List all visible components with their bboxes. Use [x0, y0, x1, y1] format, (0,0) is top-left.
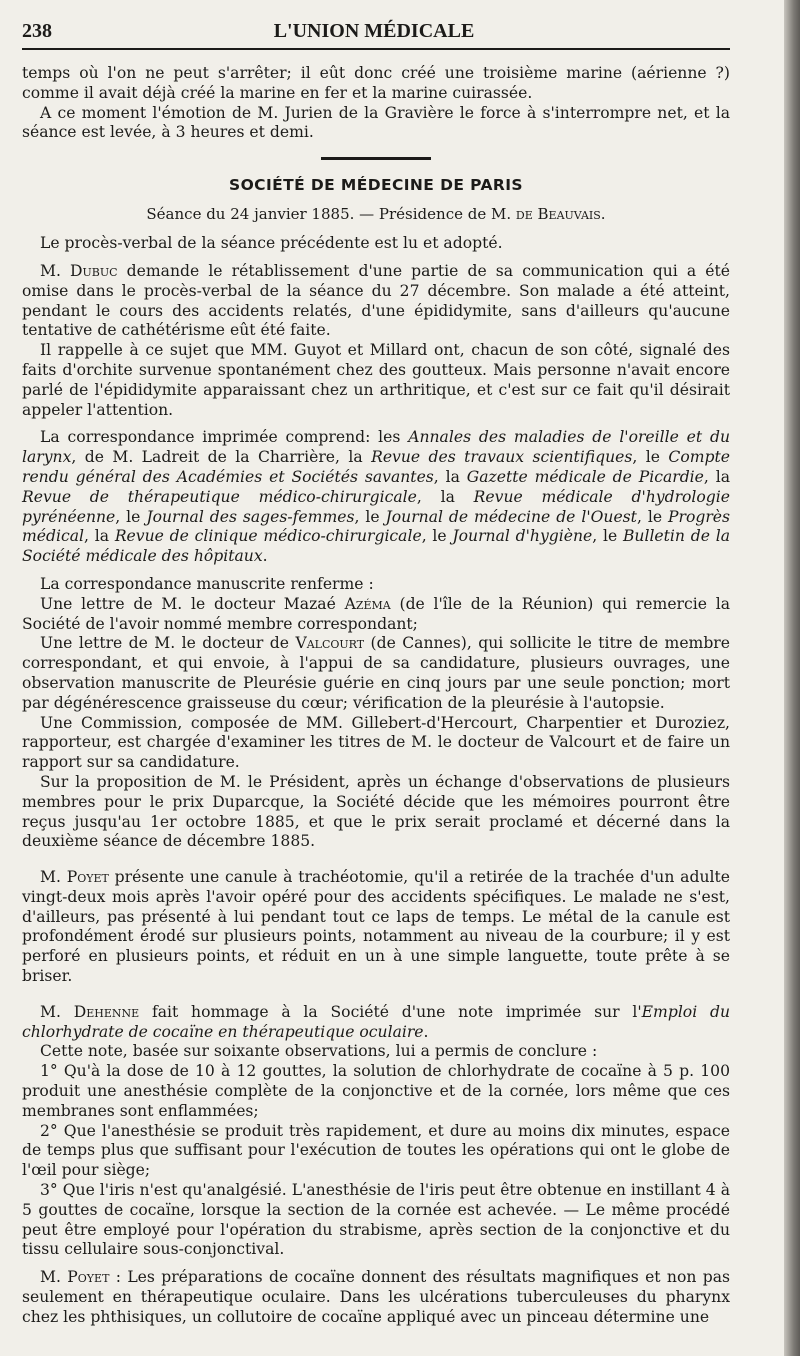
ci-text: , la: [416, 487, 474, 506]
poyet-name: Poyet: [67, 1268, 110, 1287]
ci-text: , le: [636, 507, 668, 526]
poyet-name: Poyet: [66, 868, 109, 887]
ci-text: , la: [84, 527, 115, 546]
journal-title: L'UNION MÉDICALE: [273, 20, 475, 42]
dubuc-m: M.: [40, 261, 71, 280]
dehenne-m: M.: [40, 1002, 74, 1021]
poyet-cocaine-paragraph: [22, 1268, 730, 1327]
ci-text: La correspondance imprimée comprend: les: [40, 428, 409, 447]
ci-title: Bulletin de la Société médicale des hôpitaux: [22, 527, 730, 566]
ci-text: , le: [421, 527, 453, 546]
intro-paragraph-1: temps où l'on ne peut s'arrêter; il eût donc créé une troisième marine (aérienne ?) comme il avait déjà créé la marine en fer et la marine cuirassée.: [22, 64, 730, 102]
ci-text: , la: [433, 467, 467, 486]
poyet-m: M.: [40, 1268, 68, 1287]
dehenne-name: Dehenne: [73, 1002, 140, 1021]
valcourt-text: (de Cannes), qui sollicite le titre de membre correspondant, et qui envoie, à l'appui de sa candidature, plusieurs ouvrages, une observation manuscrite de Pleurésie guérie en cinq jours par une seule ponction; mort par dégénérescence graisseuse du cœur; vérification de la pleurésie à l'autopsie.: [22, 634, 730, 712]
ci-title: Progrès médical: [22, 507, 731, 546]
dubuc-paragraph: [22, 262, 730, 341]
ci-text: , de M. Ladreit de la Charrière, la: [71, 448, 372, 467]
poyet-text: : Les préparations de cocaïne donnent des résultats magnifiques et non pas seulement en thérapeutique oculaire. Dans les ulcérations tuberculeuses du pharynx chez les phthisiques, un collutoire de cocaïne appliqué avec un pinceau détermine une: [22, 1268, 730, 1326]
page-edge-shadow: [784, 0, 800, 1356]
seance-line: [22, 204, 730, 224]
cette-note-paragraph: Cette note, basée sur soixante observations, lui a permis de conclure :: [40, 1042, 598, 1061]
dubuc-text: demande le rétablissement d'une partie de sa communication qui a été omise dans le procès-verbal de la séance du 27 décembre. Son malade a été atteint, pendant le cours des accidents relatés, d'une épididymite, sans d'ailleurs qu'aucune tentative de cathétérisme eût été faite.: [22, 261, 730, 340]
azema-paragraph: [22, 595, 730, 635]
poyet-text: présente une canule à trachéotomie, qu'il a retirée de la trachée d'un adulte vingt-deux mois après l'avoir opéré pour des accidents spécifiques. Le malade ne s'est, d'ailleurs, pas présenté à lui pendant tout ce laps de temps. Le métal de la canule est profondément érodé sur plusieurs points, notamment au niveau de la courbure; il y est perforé en plusieurs points, et réduit en un à une simple languette, toute prête à se briser.: [22, 868, 730, 986]
dubuc-name: Dubuc: [70, 261, 118, 280]
gap: [22, 254, 730, 262]
ci-text: .: [262, 547, 268, 566]
conclusion-3: 3° Que l'iris n'est qu'analgésié. L'anesthésie de l'iris peut être obtenue en instillant 4 à 5 gouttes de cocaïne, lorsque la section de la cornée est achevée. — Le même procédé peut être employé pour l'opération du strabisme, après section de la conjonctive et du tissu cellulaire sous-conjonctival.: [22, 1181, 730, 1259]
proces-verbal-paragraph: Le procès-verbal de la séance précédente est lu et adopté.: [40, 234, 503, 253]
ci-title: Revue de clinique médico-chirurgicale: [114, 527, 422, 546]
ci-text: , la: [703, 467, 731, 486]
gap: [22, 852, 730, 868]
azema-name: Azéma: [344, 594, 391, 613]
gap: [22, 987, 730, 1003]
dehenne-text: .: [423, 1022, 429, 1041]
ci-text: , le: [592, 527, 623, 546]
running-head: [22, 18, 730, 44]
dehenne-text: fait hommage à la Société d'une note imprimée sur l': [139, 1002, 642, 1021]
ci-title: Gazette médicale de Picardie: [466, 467, 704, 486]
ci-title: Revue de thérapeutique médico-chirurgicale: [22, 487, 417, 506]
ci-title: Journal d'hygiène: [452, 527, 593, 546]
conclusion-2: 2° Que l'anesthésie se produit très rapidement, et dure au moins dix minutes, espace de temps plus que suffisant pour l'exécution de toutes les opérations qui ont le globe de l'œil pour siège;: [22, 1121, 730, 1180]
dehenne-title: Emploi du chlorhydrate de cocaïne en thérapeutique oculaire: [22, 1002, 730, 1041]
president-particle: de: [515, 205, 538, 224]
section-title: SOCIÉTÉ DE MÉDECINE DE PARIS: [229, 176, 523, 195]
page-number: 238: [22, 20, 52, 42]
ci-title: Journal de médecine de l'Ouest: [385, 507, 637, 526]
azema-text: Une lettre de M. le docteur Mazaé: [40, 594, 345, 613]
ci-title: Compte rendu général des Académies et Sociétés savantes: [22, 448, 730, 486]
azema-text: (de l'île de la Réunion) qui remercie la Société de l'avoir nommé membre correspondant;: [22, 594, 730, 633]
dehenne-paragraph: [22, 1003, 730, 1043]
gap: [22, 420, 730, 428]
header-rule: [22, 48, 730, 50]
poyet-m: M.: [40, 868, 67, 887]
seance-text: Séance du 24 janvier 1885. — Présidence de M.: [146, 205, 516, 224]
valcourt-name: Valcourt: [295, 634, 365, 653]
correspondance-manuscrite-paragraph: La correspondance manuscrite renferme :: [40, 574, 374, 593]
duparcque-paragraph: Sur la proposition de M. le Président, après un échange d'observations de plusieurs membres pour le prix Duparcque, la Société décide que les mémoires pourront être reçus jusqu'au 1er octobre 1885, et que le prix serait proclamé et décerné dans la deuxième séance de décembre 1885.: [22, 772, 730, 851]
poyet-canule-paragraph: [22, 868, 730, 987]
ci-title: Revue des travaux scientifiques: [371, 448, 633, 467]
ci-text: , le: [115, 507, 147, 526]
valcourt-text: Une lettre de M. le docteur de: [40, 634, 296, 653]
gap: [22, 567, 730, 575]
commission-paragraph: Une Commission, composée de MM. Gillebert-d'Hercourt, Charpentier et Duroziez, rapporteur, est chargée d'examiner les titres de M. le docteur de Valcourt et de faire un rapport sur sa candidature.: [22, 713, 730, 772]
correspondance-imprimee-paragraph: [22, 428, 730, 567]
ci-title: Annales des maladies de l'oreille et du larynx: [22, 428, 731, 467]
gap: [22, 1260, 730, 1268]
president-name: Beauvais.: [537, 205, 606, 224]
rappelle-paragraph: Il rappelle à ce sujet que MM. Guyot et Millard ont, chacun de son côté, signalé des faits d'orchite survenue spontanément chez des goutteux. Mais personne n'avait encore parlé de l'épididymite apparaissant chez un arthritique, et c'est sur ce fait qu'il désirait appeler l'attention.: [22, 341, 730, 419]
conclusion-1: 1° Qu'à la dose de 10 à 12 gouttes, la solution de chlorhydrate de cocaïne à 5 p. 100 produit une anesthésie complète de la conjonctive et de la cornée, lors même que ces membranes sont enflammées;: [22, 1062, 730, 1120]
ci-title: Revue médicale d'hydrologie pyrénéenne: [22, 487, 730, 526]
ci-title: Journal des sages-femmes: [146, 507, 355, 526]
section-separator: [321, 157, 431, 160]
valcourt-paragraph: [22, 634, 730, 713]
intro-paragraph-2: A ce moment l'émotion de M. Jurien de la Gravière le force à s'interrompre net, et la séance est levée, à 3 heures et demi.: [22, 103, 730, 142]
ci-text: , le: [632, 448, 669, 467]
ci-text: , le: [354, 507, 386, 526]
